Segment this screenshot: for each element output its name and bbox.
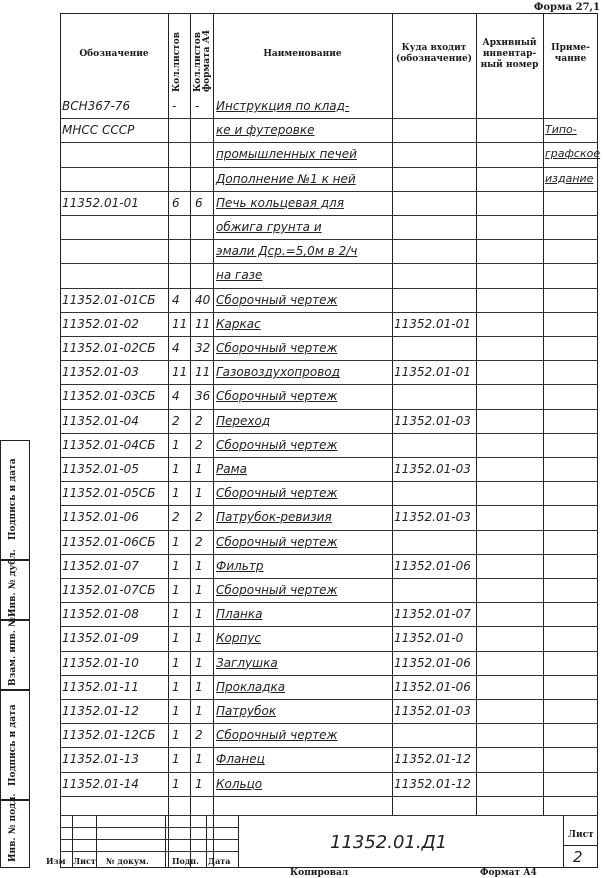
header-note-line2: чание: [554, 54, 587, 64]
header-name: Наименование: [263, 48, 342, 59]
row-line: [60, 602, 598, 603]
tb-doc-no: № докум.: [106, 856, 149, 866]
row-name: Сборочный чертеж: [216, 534, 338, 549]
row-a4: 1: [195, 486, 203, 501]
side-label-inv-replace: Взам. инв. №: [8, 617, 18, 686]
row-name: Фильтр: [216, 558, 264, 573]
col-divider: [476, 13, 477, 815]
row-name: Переход: [216, 413, 271, 428]
row-des: 11352.01-02СБ: [62, 341, 156, 355]
row-s: 6: [172, 195, 180, 210]
row-line: [60, 409, 598, 410]
row-line: [60, 723, 598, 724]
row-des: 11352.01-08: [62, 607, 139, 622]
row-line: [60, 457, 598, 458]
header-sheets: Кол.листов: [172, 31, 182, 92]
row-line: [60, 288, 598, 289]
row-name: Дополнение №1 к ней: [216, 171, 356, 186]
row-where: 11352.01-01: [394, 316, 471, 331]
row-a4: 2: [195, 413, 203, 428]
header-archive-line1: Архивный: [482, 37, 537, 48]
row-a4: 32: [195, 341, 211, 355]
row-s: 1: [172, 607, 180, 622]
row-line: [60, 505, 598, 506]
row-s: 1: [172, 558, 180, 573]
row-a4: 1: [195, 631, 203, 646]
title-block-divider: [96, 815, 97, 868]
row-a4: 1: [195, 583, 203, 597]
row-where: 11352.01-0: [394, 631, 464, 646]
row-line: [60, 312, 598, 313]
row-a4: 1: [195, 679, 203, 694]
row-des: МНСС СССР: [62, 123, 135, 138]
header-where-used: [392, 14, 476, 94]
row-line: [60, 747, 598, 748]
row-line: [60, 263, 598, 264]
tb-date: Дата: [208, 856, 231, 866]
row-s: 1: [172, 486, 180, 501]
side-label-inv-orig: Инв. № подл.: [8, 793, 18, 862]
row-name: Сборочный чертеж: [216, 292, 338, 307]
col-divider: [190, 13, 191, 868]
header-archive: [476, 14, 543, 94]
row-s: 1: [172, 752, 180, 767]
title-block-line: [60, 839, 238, 840]
row-name: ке и футеровке: [216, 123, 315, 138]
row-a4: -: [195, 99, 200, 113]
row-name: Корпус: [216, 631, 262, 646]
row-name: Фланец: [216, 752, 265, 767]
row-note: издание: [545, 171, 594, 185]
col-divider: [213, 13, 214, 868]
row-note: Типо-: [545, 123, 577, 137]
footer-format: Формат А4: [480, 868, 537, 878]
row-des: 11352.01-11: [62, 679, 139, 694]
row-s: 1: [172, 631, 180, 646]
row-des: 11352.01-06: [62, 510, 139, 525]
row-line: [60, 336, 598, 337]
row-line: [60, 360, 598, 361]
row-name: эмали Дср.=5,0м в 2/ч: [216, 244, 358, 259]
col-divider: [168, 13, 169, 868]
row-s: 4: [172, 389, 180, 404]
row-where: 11352.01-06: [394, 655, 471, 670]
row-where: 11352.01-12: [394, 752, 471, 767]
title-block-line: [563, 845, 598, 846]
row-name: Печь кольцевая для: [216, 195, 344, 210]
row-name: Сборочный чертеж: [216, 486, 338, 501]
row-name: Газовоздухопровод: [216, 365, 340, 380]
row-name: Сборочный чертеж: [216, 437, 338, 452]
row-where: 11352.01-03: [394, 413, 471, 428]
tb-doc-code: 11352.01.Д1: [330, 832, 448, 853]
row-s: 1: [172, 704, 180, 718]
row-a4: 11: [195, 365, 211, 380]
row-where: 11352.01-06: [394, 679, 471, 694]
row-s: 11: [172, 316, 188, 331]
row-line: [60, 651, 598, 652]
row-where: 11352.01-12: [394, 776, 471, 791]
tb-sheet-label: Лист: [568, 830, 594, 840]
title-block-top-line: [60, 815, 598, 816]
row-line: [60, 239, 598, 240]
row-name: Патрубок-ревизия: [216, 510, 332, 525]
row-where: 11352.01-03: [394, 510, 471, 525]
title-block-line: [60, 851, 238, 852]
header-note-line1: Приме-: [551, 43, 590, 53]
row-des: 11352.01-03СБ: [62, 389, 156, 404]
side-label-sign-date: Подпись и дата: [8, 458, 18, 540]
row-note: графское: [545, 147, 601, 161]
row-des: 11352.01-03: [62, 365, 139, 380]
row-s: 1: [172, 462, 180, 476]
header-note: [543, 14, 598, 94]
tb-sheet-no: 2: [573, 848, 583, 866]
row-line: [60, 384, 598, 385]
row-s: 4: [172, 341, 180, 355]
row-des: 11352.01-01СБ: [62, 292, 156, 307]
row-s: 1: [172, 583, 180, 597]
row-line: [60, 772, 598, 773]
side-label-sign-date-2: Подпись и дата: [8, 704, 18, 786]
title-block-line: [60, 827, 238, 828]
row-s: 1: [172, 728, 180, 743]
row-des: 11352.01-05: [62, 462, 139, 476]
col-divider: [392, 13, 393, 815]
title-block-divider: [165, 815, 166, 868]
row-des: 11352.01-06СБ: [62, 534, 156, 549]
row-line: [60, 699, 598, 700]
row-name: Рама: [216, 462, 247, 476]
row-a4: 1: [195, 704, 203, 718]
row-line: [60, 167, 598, 168]
row-name: Сборочный чертеж: [216, 583, 338, 597]
row-des: 11352.01-07СБ: [62, 583, 156, 597]
row-a4: 1: [195, 776, 203, 791]
row-a4: 40: [195, 292, 211, 307]
row-line: [60, 796, 598, 797]
header-where-used-line1: Куда входит: [401, 43, 467, 53]
row-des: 11352.01-13: [62, 752, 139, 767]
row-s: 1: [172, 437, 180, 452]
tb-list: Лист: [73, 856, 96, 866]
title-block-divider: [563, 815, 564, 868]
row-a4: 6: [195, 195, 203, 210]
form-label: Форма 27,1: [533, 2, 600, 13]
row-s: 4: [172, 292, 180, 307]
header-archive-line3: ный номер: [480, 59, 539, 70]
row-s: 1: [172, 534, 180, 549]
header-where-used-line2: (обозначение): [396, 54, 472, 64]
row-des: 11352.01-05СБ: [62, 486, 156, 501]
row-a4: 2: [195, 437, 203, 452]
row-des: 11352.01-04СБ: [62, 437, 156, 452]
title-block-divider: [206, 815, 207, 868]
row-a4: 1: [195, 558, 203, 573]
row-name: Сборочный чертеж: [216, 728, 338, 743]
header-designation: Обозначение: [79, 48, 149, 59]
row-s: 11: [172, 365, 188, 380]
title-block-divider: [238, 815, 239, 868]
row-des: 11352.01-07: [62, 558, 139, 573]
row-where: 11352.01-03: [394, 462, 471, 476]
row-where: 11352.01-07: [394, 607, 471, 622]
row-line: [60, 554, 598, 555]
row-line: [60, 433, 598, 434]
row-name: Планка: [216, 607, 263, 622]
row-des: 11352.01-12СБ: [62, 728, 156, 743]
row-name: на газе: [216, 268, 263, 283]
tb-izm: Изм: [46, 856, 66, 866]
row-s: -: [172, 99, 177, 113]
row-line: [60, 481, 598, 482]
tb-sign: Подп.: [172, 856, 199, 866]
row-des: 11352.01-01: [62, 195, 139, 210]
row-a4: 36: [195, 389, 211, 404]
row-des: ВСН367-76: [62, 99, 131, 113]
row-name: Сборочный чертеж: [216, 341, 338, 355]
row-a4: 2: [195, 534, 203, 549]
row-a4: 1: [195, 462, 203, 476]
row-line: [60, 530, 598, 531]
row-s: 1: [172, 776, 180, 791]
row-a4: 2: [195, 728, 203, 743]
row-name: Патрубок: [216, 704, 277, 718]
row-line: [60, 118, 598, 119]
row-name: Инструкция по клад-: [216, 99, 350, 113]
side-label-inv-dup: Инв. № дубл.: [8, 549, 18, 617]
row-des: 11352.01-12: [62, 704, 139, 718]
row-name: Заглушка: [216, 655, 278, 670]
row-where: 11352.01-01: [394, 365, 471, 380]
row-name: Каркас: [216, 316, 261, 331]
row-des: 11352.01-09: [62, 631, 139, 646]
row-des: 11352.01-02: [62, 316, 139, 331]
row-line: [60, 215, 598, 216]
row-des: 11352.01-04: [62, 413, 139, 428]
row-a4: 2: [195, 510, 203, 525]
col-divider: [543, 13, 544, 815]
row-where: 11352.01-03: [394, 704, 471, 718]
row-s: 2: [172, 413, 180, 428]
row-name: Кольцо: [216, 776, 263, 791]
row-line: [60, 191, 598, 192]
row-line: [60, 675, 598, 676]
row-line: [60, 578, 598, 579]
row-a4: 1: [195, 655, 203, 670]
row-line: [60, 142, 598, 143]
footer-copied: Копировал: [290, 868, 349, 878]
header-archive-line2: инвентар-: [482, 48, 537, 59]
row-des: 11352.01-14: [62, 776, 139, 791]
row-s: 1: [172, 655, 180, 670]
header-sheets-a4: Кол.листов формата А4: [193, 29, 212, 92]
row-s: 1: [172, 679, 180, 694]
row-a4: 11: [195, 316, 211, 331]
row-name: Сборочный чертеж: [216, 389, 338, 404]
row-a4: 1: [195, 752, 203, 767]
row-name: Прокладка: [216, 679, 286, 694]
row-where: 11352.01-06: [394, 558, 471, 573]
row-line: [60, 626, 598, 627]
row-des: 11352.01-10: [62, 655, 139, 670]
row-name: обжига грунта и: [216, 220, 322, 234]
row-a4: 1: [195, 607, 203, 622]
row-s: 2: [172, 510, 180, 525]
row-name: промышленных печей: [216, 147, 357, 162]
